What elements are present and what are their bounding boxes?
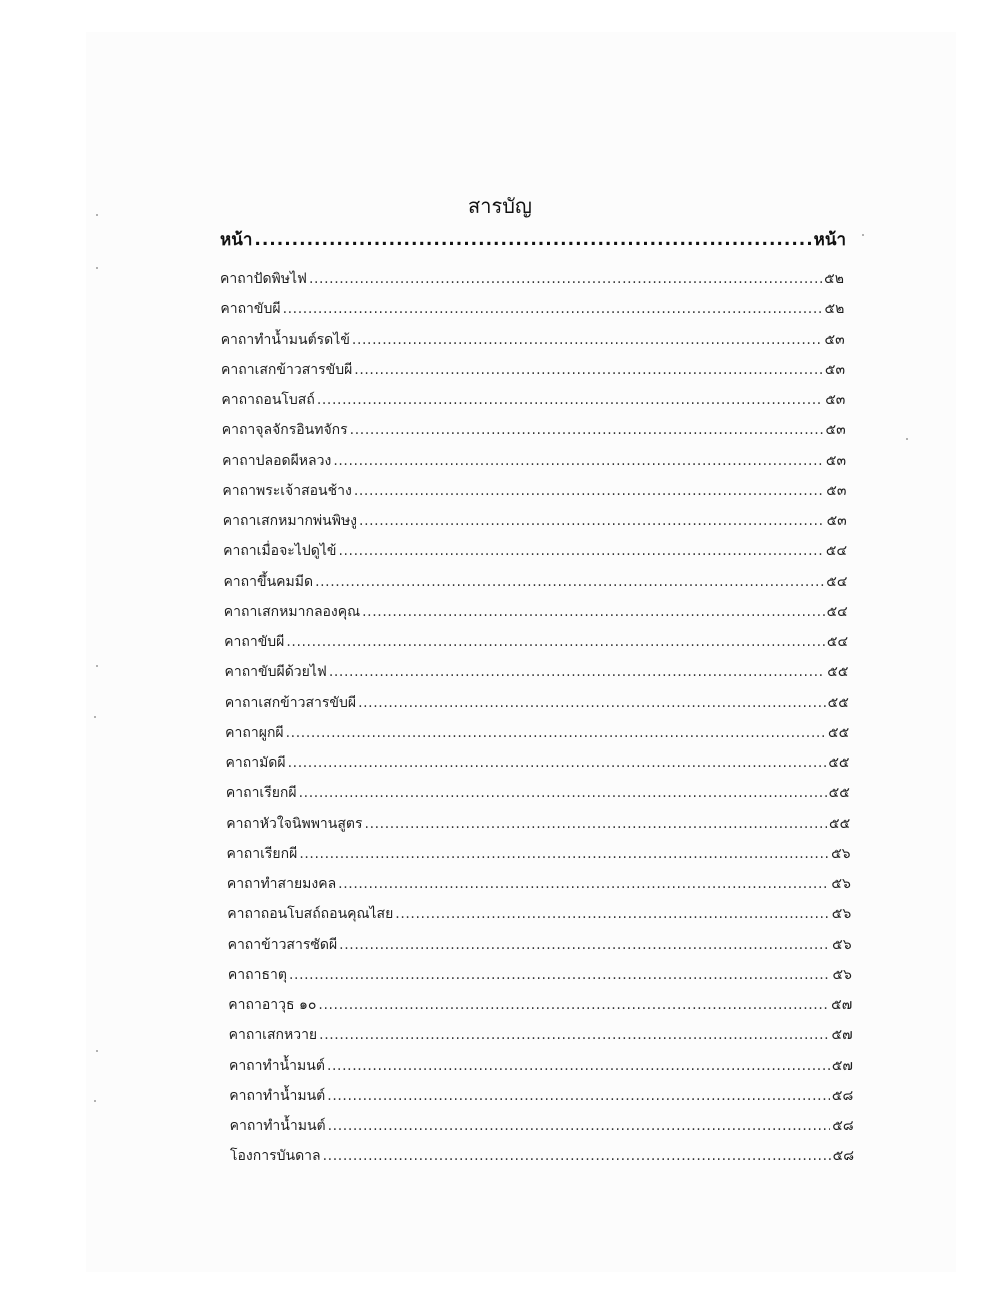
entry-page-number: ๕๖ bbox=[831, 906, 852, 923]
entry-title: คาถาทำน้ำมนต์ bbox=[228, 1057, 325, 1074]
entry-title: คาถาจุลจักรอินทจักร bbox=[221, 422, 348, 439]
entry-page-number: ๕๓ bbox=[826, 513, 847, 529]
toc-entry bbox=[222, 451, 846, 471]
header-left-label: หน้า bbox=[220, 230, 253, 250]
entry-page-number: ๕๖ bbox=[832, 936, 852, 953]
entry-title: คาถาขับผีด้วยไฟ bbox=[224, 664, 327, 681]
toc-entry bbox=[228, 965, 852, 985]
toc-entry bbox=[228, 935, 852, 955]
entry-page-number: ๕๓ bbox=[824, 331, 845, 348]
dot-leader bbox=[318, 995, 829, 1015]
dot-leader bbox=[354, 360, 823, 380]
entry-title: คาถาหัวใจนิพพานสูตร bbox=[226, 815, 363, 832]
entry-page-number: ๕๕ bbox=[827, 724, 850, 741]
dot-leader bbox=[338, 874, 829, 894]
dot-leader bbox=[358, 693, 826, 713]
entry-title: คาถาอาวุธ ๑๐ bbox=[228, 997, 317, 1013]
toc-entry bbox=[230, 1116, 854, 1136]
entry-title: คาถาข้าวสารซัดผี bbox=[227, 936, 338, 953]
entry-title: คาถาเมื่อจะไปดูไข้ bbox=[223, 543, 337, 560]
entry-page-number: ๕๕ bbox=[827, 694, 849, 711]
entry-page-number: ๕๒ bbox=[824, 271, 844, 287]
dot-leader bbox=[339, 935, 830, 955]
dot-leader bbox=[350, 420, 824, 440]
entry-title: คาถาเรียกผี bbox=[225, 785, 297, 802]
entry-page-number: ๕๔ bbox=[825, 543, 848, 560]
entry-title: คาถาปลอดผีหลวง bbox=[222, 452, 332, 469]
entry-page-number: ๕๔ bbox=[826, 603, 848, 620]
dot-leader bbox=[299, 783, 827, 803]
dot-leader bbox=[289, 965, 830, 985]
toc-entry bbox=[227, 874, 851, 894]
entry-page-number: ๕๗ bbox=[831, 1027, 853, 1044]
toc-entry bbox=[220, 299, 844, 319]
entry-title: คาถาถอนโบสถ์ bbox=[221, 392, 315, 408]
toc-entry bbox=[227, 844, 851, 864]
toc-entry bbox=[223, 541, 847, 561]
dot-leader bbox=[365, 814, 827, 834]
entry-page-number: ๕๖ bbox=[831, 876, 851, 892]
toc-entry bbox=[226, 783, 850, 803]
entry-page-number: ๕๓ bbox=[824, 361, 846, 378]
entry-title: คาถาทำน้ำมนต์ bbox=[229, 1087, 326, 1104]
dot-leader bbox=[327, 1086, 830, 1106]
entry-page-number: ๕๓ bbox=[826, 482, 847, 499]
entry-page-number: ๕๖ bbox=[832, 966, 852, 983]
entry-title: คาถาเสกข้าวสารขับผี bbox=[224, 694, 357, 711]
dot-leader bbox=[319, 1025, 829, 1045]
entry-page-number: ๕๕ bbox=[828, 755, 850, 771]
dot-leader bbox=[286, 632, 825, 652]
entry-title: คาถาเสกหมากลองคุณ bbox=[223, 603, 361, 620]
toc-entry bbox=[230, 1146, 854, 1166]
dot-leader bbox=[317, 390, 823, 410]
entry-title: คาถาทำสายมงคล bbox=[226, 876, 337, 892]
dot-leader bbox=[329, 662, 825, 682]
toc-entry bbox=[225, 723, 849, 743]
toc-entry bbox=[222, 481, 846, 501]
entry-title: คาถาพระเจ้าสอนช้าง bbox=[222, 482, 352, 499]
entry-page-number: ๕๕ bbox=[827, 664, 849, 681]
entry-page-number: ๕๘ bbox=[832, 1118, 854, 1134]
entry-title: คาถาเสกหมากพ่นพิษงู bbox=[222, 513, 358, 529]
toc-entry bbox=[220, 269, 844, 289]
dot-leader bbox=[362, 602, 824, 622]
dot-leader bbox=[354, 481, 824, 501]
dot-leader bbox=[315, 572, 824, 592]
entry-title: คาถาเรียกผี bbox=[226, 845, 298, 862]
page-title: สารบัญ bbox=[468, 194, 532, 218]
toc-entry bbox=[224, 632, 848, 652]
entry-page-number: ๕๔ bbox=[826, 573, 848, 590]
dot-leader bbox=[309, 269, 822, 289]
entry-title: คาถาเสกหวาย bbox=[228, 1027, 318, 1044]
entry-page-number: ๕๓ bbox=[825, 422, 846, 439]
dot-leader bbox=[395, 904, 829, 924]
toc-entry bbox=[225, 693, 849, 713]
entry-title: โองการบันดาล bbox=[230, 1148, 321, 1165]
header-right-label: หน้า bbox=[813, 230, 846, 250]
dot-leader bbox=[328, 1116, 831, 1136]
toc-entry bbox=[226, 814, 850, 834]
dot-leader bbox=[327, 1056, 830, 1076]
toc-entry bbox=[223, 511, 847, 531]
entry-page-number: ๕๔ bbox=[826, 634, 849, 650]
entry-title: คาถาถอนโบสถ์ถอนคุณไสย bbox=[227, 906, 394, 923]
dot-leader bbox=[299, 844, 829, 864]
toc-entry bbox=[223, 572, 847, 592]
entry-page-number: ๕๗ bbox=[831, 997, 853, 1013]
dot-leader bbox=[286, 723, 826, 743]
entry-page-number: ๕๘ bbox=[831, 1087, 854, 1104]
toc-entry bbox=[229, 1086, 853, 1106]
entry-title: คาถาทำน้ำมนต์ bbox=[229, 1118, 326, 1134]
entry-page-number: ๕๖ bbox=[831, 845, 851, 862]
entry-page-number: ๕๘ bbox=[832, 1148, 854, 1165]
entry-title: คาถาผูกผี bbox=[225, 724, 284, 741]
entry-page-number: ๕๓ bbox=[825, 392, 846, 408]
entry-title: คาถาขับผี bbox=[224, 634, 285, 650]
dot-leader bbox=[283, 299, 823, 319]
toc-entry bbox=[221, 330, 845, 350]
toc-entry bbox=[228, 995, 852, 1015]
toc-entry bbox=[226, 753, 850, 773]
entry-page-number: ๕๓ bbox=[825, 452, 847, 469]
dot-leader bbox=[333, 451, 824, 471]
entry-title: คาถาทำน้ำมนต์รดไข้ bbox=[220, 331, 350, 348]
toc-entry bbox=[227, 904, 851, 924]
entry-page-number: ๕๕ bbox=[828, 785, 850, 802]
entry-page-number: ๕๕ bbox=[829, 815, 851, 832]
toc-entry bbox=[221, 360, 845, 380]
entry-title: คาถามัดผี bbox=[225, 755, 286, 771]
dot-leader bbox=[359, 511, 825, 531]
toc-entry bbox=[222, 420, 846, 440]
entry-page-number: ๕๗ bbox=[831, 1057, 853, 1074]
entry-title: คาถาธาตุ bbox=[227, 966, 287, 983]
dot-leader bbox=[352, 330, 823, 350]
entry-title: คาถาเสกข้าวสารขับผี bbox=[221, 361, 353, 378]
entry-title: คาถาขึ้นคมมีด bbox=[223, 573, 314, 590]
entry-page-number: ๕๒ bbox=[824, 301, 845, 318]
entry-title: คาถาปัดพิษไฟ bbox=[220, 271, 307, 287]
entry-title: คาถาขับผี bbox=[220, 301, 281, 318]
toc-entry bbox=[229, 1025, 853, 1045]
toc-entry bbox=[229, 1056, 853, 1076]
dot-leader bbox=[323, 1146, 831, 1166]
dot-leader bbox=[288, 753, 827, 773]
toc-entry bbox=[224, 602, 848, 622]
toc-entry bbox=[224, 662, 848, 682]
toc-entry bbox=[221, 390, 845, 410]
dot-leader bbox=[338, 541, 823, 561]
